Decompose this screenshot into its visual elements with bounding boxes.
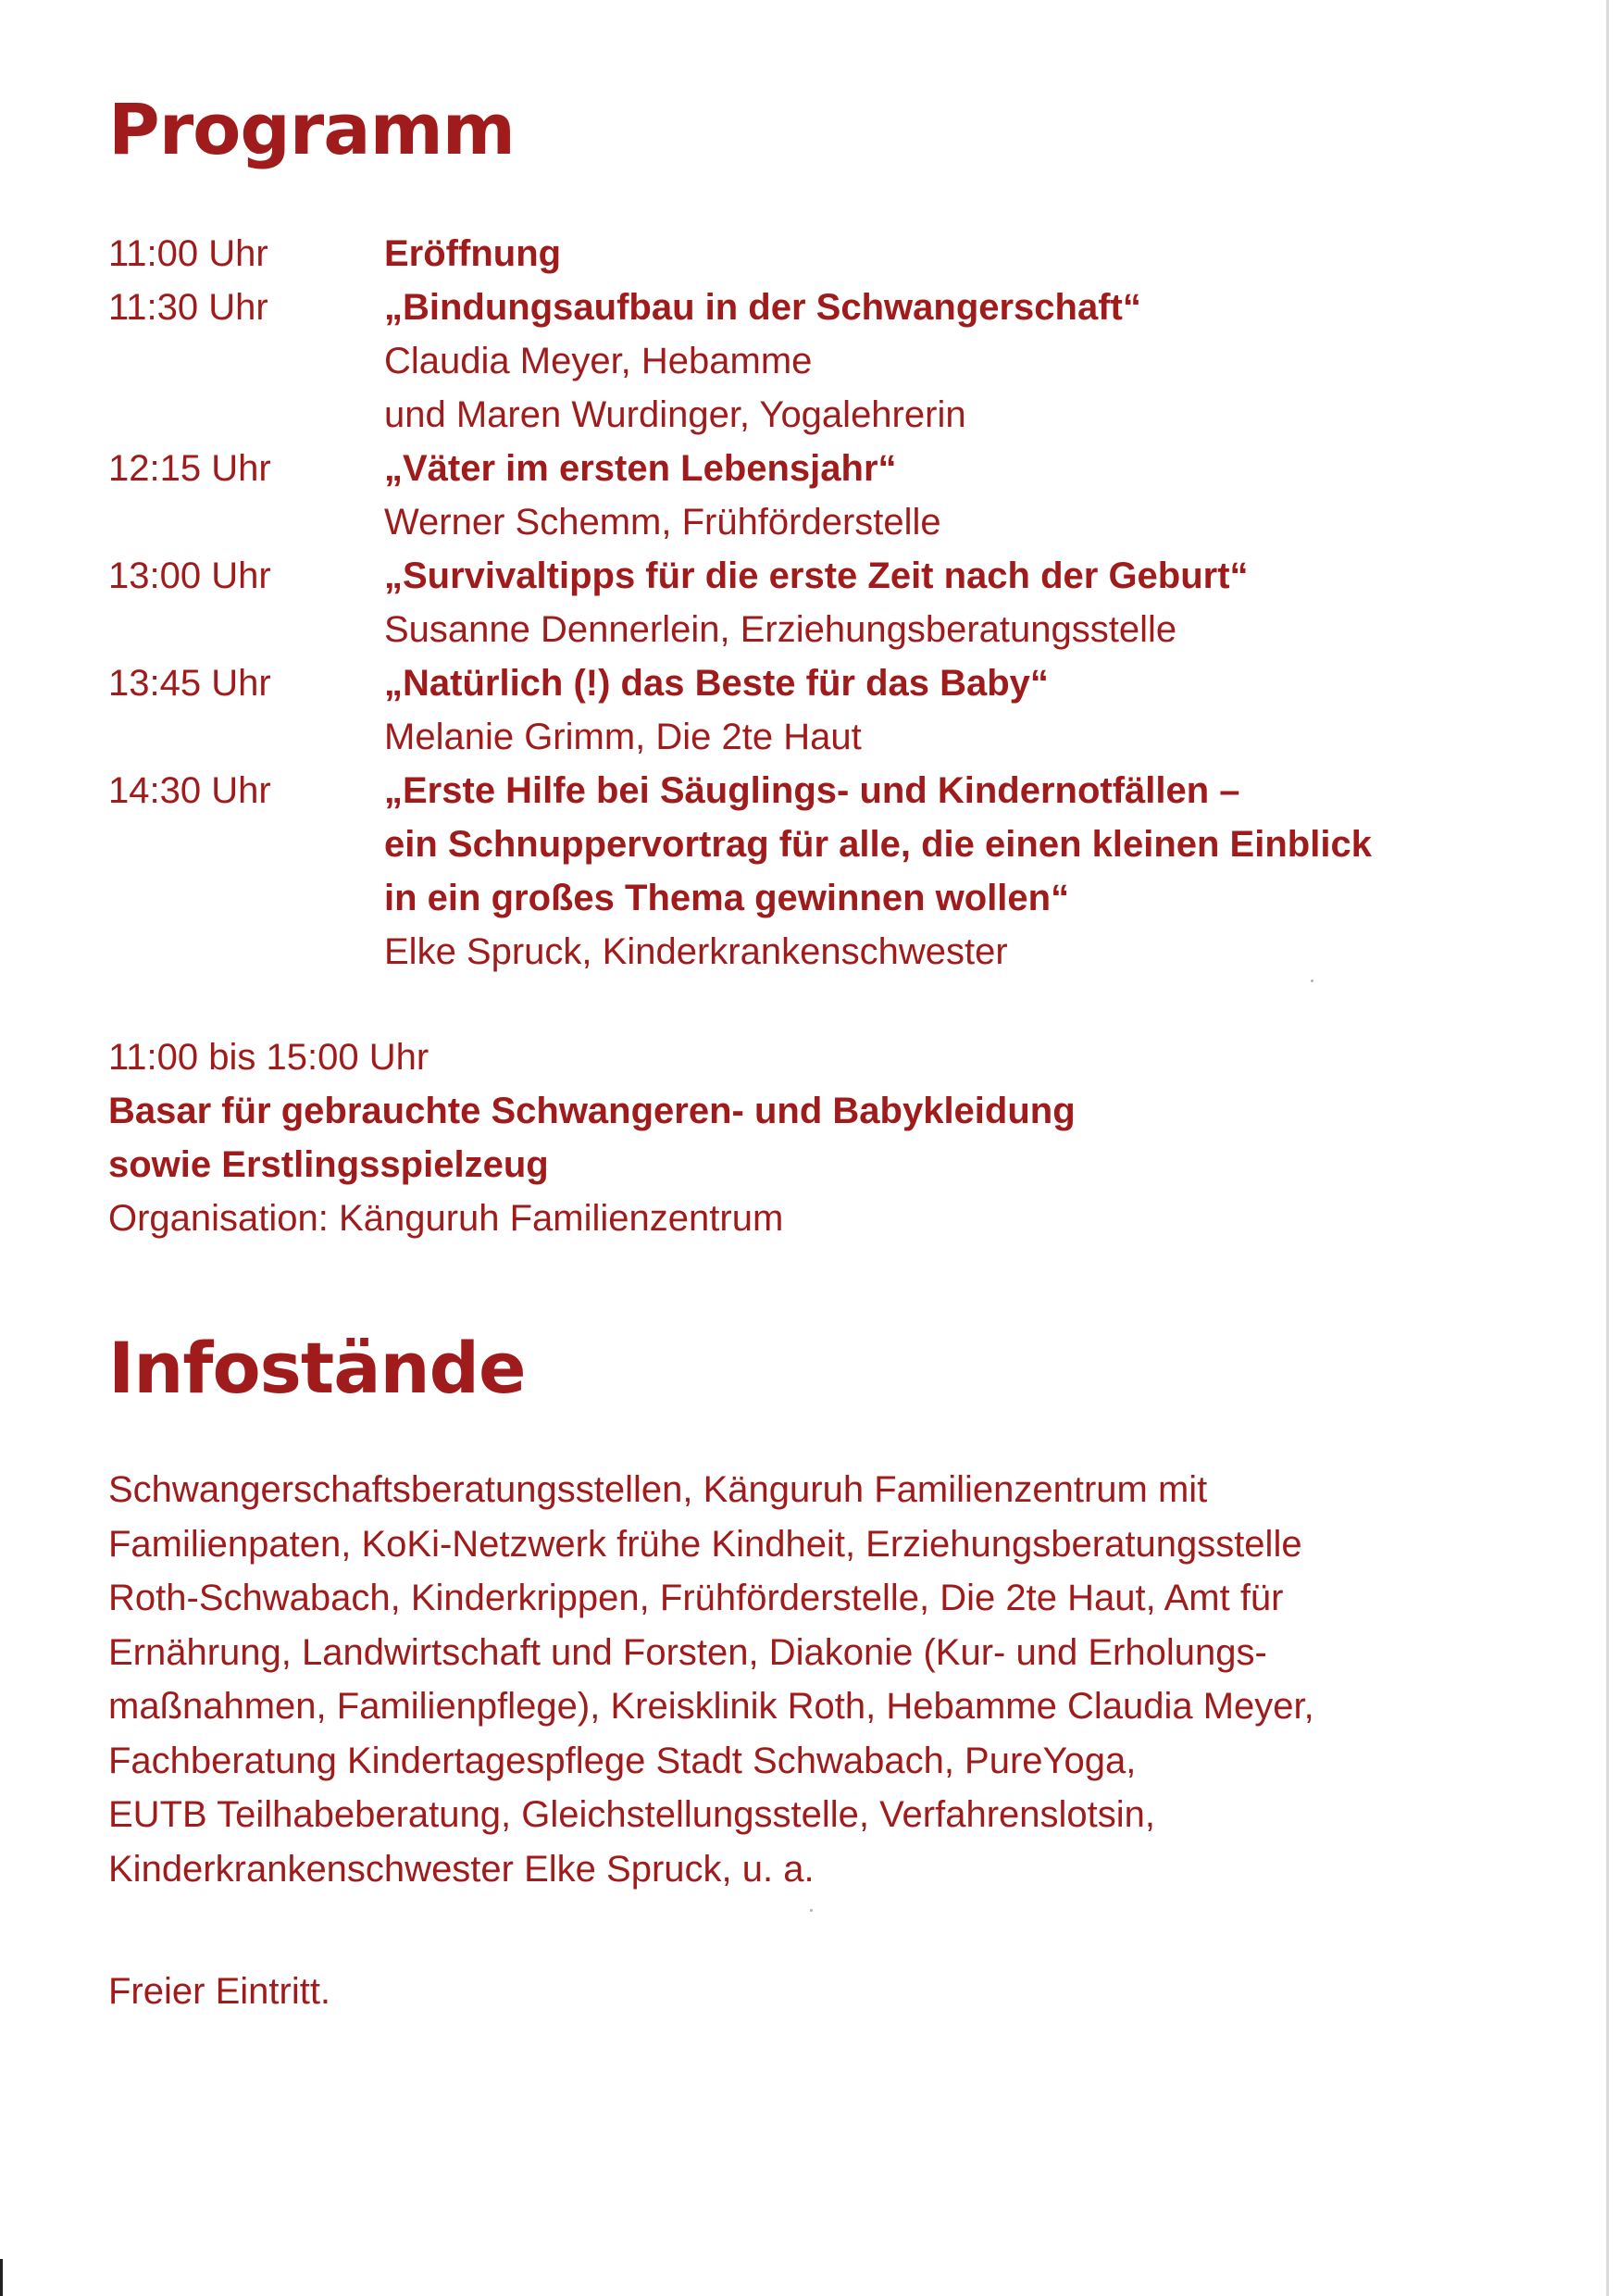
infostaende-line: EUTB Teilhabeberatung, Gleichstellungsstelle, Verfahrenslotsin, [108,1794,1156,1835]
schedule-row [108,227,1497,281]
speaker-line: und Maren Wurdinger, Yogalehrerin [384,394,966,435]
session-title-line: „Natürlich (!) das Beste für das Baby“ [384,663,1049,704]
scan-speck [1311,980,1313,982]
schedule-time: 11:00 Uhr [108,233,268,274]
schedule-description [384,656,1497,764]
bazaar-organisation: Organisation: Känguruh Familienzentrum [108,1198,784,1239]
infostaende-line: Ernährung, Landwirtschaft und Forsten, Diakonie (Kur- und Erholungs- [108,1631,1267,1673]
schedule-row [108,442,1497,549]
schedule-description [384,764,1497,979]
infostaende-line: maßnahmen, Familienpflege), Kreisklinik Roth, Hebamme Claudia Meyer, [108,1686,1314,1727]
schedule-row [108,549,1497,656]
admission-note: Freier Eintritt. [108,1971,331,2012]
schedule-row [108,656,1497,764]
programm-heading: Programm [108,88,515,170]
schedule-time: 13:00 Uhr [108,555,271,596]
speaker-line: Werner Schemm, Frühförderstelle [384,502,941,543]
schedule-time: 14:30 Uhr [108,770,271,811]
scan-speck [810,1909,813,1912]
schedule-list [108,227,1497,979]
bazaar-section [108,1030,1076,1245]
infostaende-line: Roth-Schwabach, Kinderkrippen, Frühförderstelle, Die 2te Haut, Amt für [108,1578,1284,1618]
schedule-row [108,764,1497,979]
infostaende-line: Schwangerschaftsberatungsstellen, Känguruh Familienzentrum mit [108,1469,1208,1510]
session-title-line: „Bindungsaufbau in der Schwangerschaft“ [384,287,1141,328]
session-title-line: „Erste Hilfe bei Säuglings- und Kindernotfällen – [384,770,1240,811]
schedule-time: 11:30 Uhr [108,287,268,328]
session-title-line: ein Schnuppervortrag für alle, die einen kleinen Einblick [384,824,1372,865]
bazaar-title-line: sowie Erstlingsspielzeug [108,1144,549,1185]
bazaar-time: 11:00 bis 15:00 Uhr [108,1037,429,1078]
schedule-description [384,281,1497,442]
speaker-line: Melanie Grimm, Die 2te Haut [384,717,862,757]
infostaende-line: Familienpaten, KoKi-Netzwerk frühe Kindheit, Erziehungsberatungsstelle [108,1523,1302,1565]
session-title-line: „Väter im ersten Lebensjahr“ [384,448,897,489]
speaker-line: Elke Spruck, Kinderkrankenschwester [384,931,1008,972]
schedule-row [108,281,1497,442]
session-title-line: Eröffnung [384,233,562,274]
scan-mark [0,2259,3,2296]
schedule-time: 13:45 Uhr [108,663,271,704]
infostaende-paragraph [108,1463,1515,1896]
infostaende-line: Fachberatung Kindertagespflege Stadt Schwabach, PureYoga, [108,1740,1137,1781]
schedule-description [384,442,1497,549]
session-title-line: in ein großes Thema gewinnen wollen“ [384,878,1070,918]
infostaende-line: Kinderkrankenschwester Elke Spruck, u. a. [108,1848,815,1890]
speaker-line: Susanne Dennerlein, Erziehungsberatungsstelle [384,609,1177,650]
scan-edge [1606,0,1609,2296]
infostaende-heading: Infostände [108,1327,526,1409]
schedule-description [384,227,1497,281]
speaker-line: Claudia Meyer, Hebamme [384,341,813,381]
bazaar-title-line: Basar für gebrauchte Schwangeren- und Babykleidung [108,1091,1076,1131]
schedule-time: 12:15 Uhr [108,448,271,489]
session-title-line: „Survivaltipps für die erste Zeit nach der Geburt“ [384,555,1249,596]
schedule-description [384,549,1497,656]
